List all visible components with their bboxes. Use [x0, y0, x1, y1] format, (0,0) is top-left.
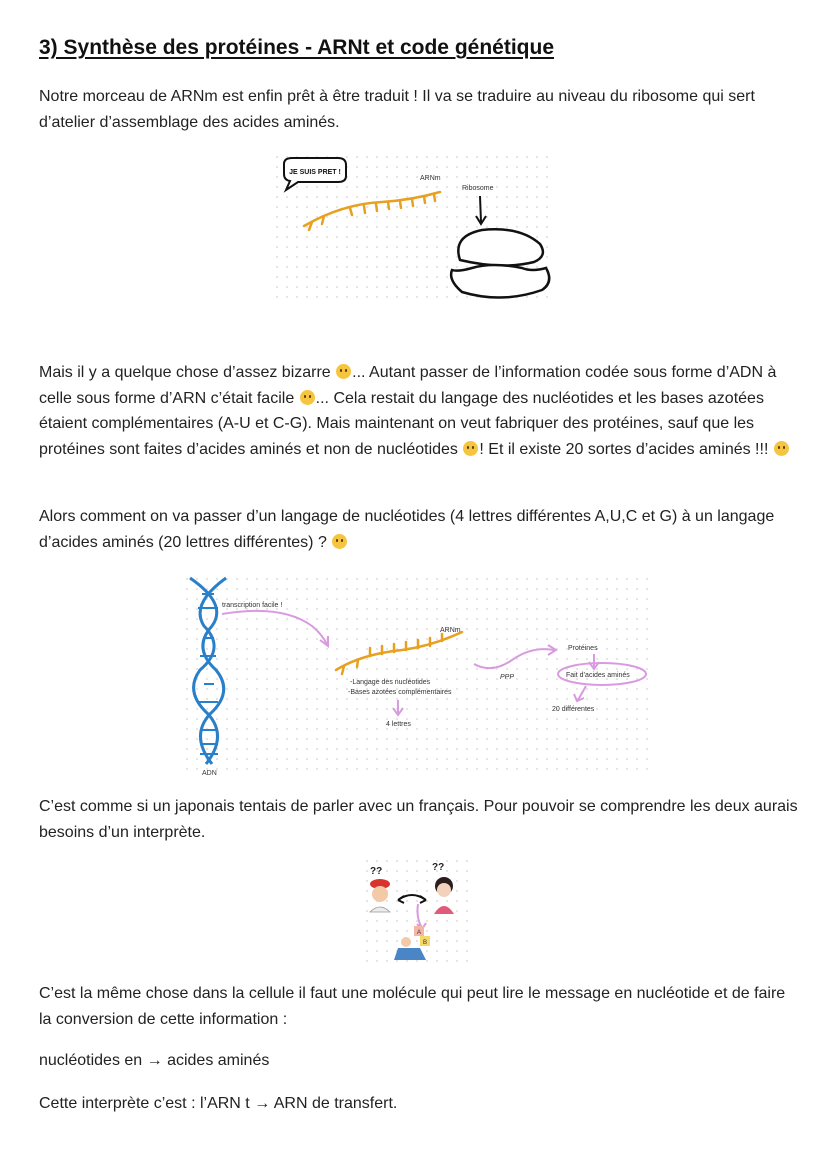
arrow-down-icon: [417, 904, 426, 929]
arrow-down-left-icon: [574, 686, 586, 701]
transcription-label: transcription facile !: [222, 602, 283, 609]
ribosome-label: Ribosome: [462, 185, 494, 192]
bubble-text: JE SUIS PRET !: [289, 169, 341, 176]
mrna-label: ARNm: [440, 627, 461, 634]
section-title: 3) Synthèse des protéines - ARNt et code génétique: [39, 36, 554, 59]
paragraph-analogy: C’est comme si un japonais tentais de parler avec un français. Pour pouvoir se comprendre les deux aurais besoins d’un interprète.: [39, 798, 798, 841]
paragraph-bizarre: Mais il y a quelque chose d’assez bizarre ... Autant passer de l’information codée sous forme d’ADN à celle sous forme d’ARN c’était facile ... Cela restait du langage des nucléotides et les bases azotées étaient complémentaires (A-U et C-G). Mais maintenant on veut fabriquer des protéines, sauf que les protéines sont faites d’acides aminés et non de nucléotides ! Et il existe 20 sortes d’acides aminés !!!: [39, 360, 799, 462]
interpreter-icon: [394, 926, 430, 960]
question-marks-left: ??: [370, 866, 383, 877]
mrna-strand: [304, 192, 440, 230]
paragraph-arnt: Cette interprète c’est : l’ARN t → ARN de transfert.: [39, 1095, 398, 1112]
exploding-head-icon: [774, 441, 789, 456]
label-langage-nucleotides: -Langage des nucléotides: [350, 679, 431, 686]
japanese-person-icon: [434, 877, 454, 914]
dna-label: ADN: [202, 770, 217, 777]
label-proteines: Protéines: [568, 645, 598, 652]
figure-dna-mrna-proteins: [182, 574, 650, 778]
label-bases-azotees: -Bases azotées complémentaires: [348, 689, 452, 696]
label-ppp: PPP: [500, 674, 515, 681]
label-20-differentes: 20 différentes: [552, 706, 595, 713]
paragraph-conversion: nucléotides en → acides aminés: [39, 1052, 270, 1069]
label-fait-acides-amines: Fait d’acides aminés: [566, 672, 630, 679]
double-arrow-icon: [398, 895, 426, 903]
thinking-face-icon: [332, 534, 347, 549]
mrna-strand: [336, 632, 462, 674]
arrow-down-icon: [476, 196, 486, 224]
astonished-face-icon: [463, 441, 478, 456]
tile-b: B: [422, 940, 428, 946]
thinking-face-icon: [336, 364, 351, 379]
speech-bubble: [284, 158, 346, 190]
figure-mrna-ribosome: [272, 152, 554, 304]
label-4-lettres: 4 lettres: [386, 721, 411, 728]
arrow-ppp-icon: [474, 645, 556, 668]
arrow-down-icon: [393, 700, 403, 715]
dna-helix-icon: [190, 578, 226, 764]
ribosome-icon: [451, 229, 549, 297]
paragraph-cell: C’est la même chose dans la cellule il faut une molécule qui peut lire le message en nucléotide et de faire la conversion de cette information :: [39, 985, 786, 1028]
intro-paragraph: Notre morceau de ARNm est enfin prêt à être traduit ! Il va se traduire au niveau du ribosome qui sert d’atelier d’assemblage des acides aminés.: [39, 88, 755, 131]
mrna-label: ARNm: [420, 175, 441, 182]
paragraph-question: Alors comment on va passer d’un langage de nucléotides (4 lettres différentes A,U,C et G) à un langage d’acides aminés (20 lettres différentes) ?: [39, 508, 775, 551]
french-person-icon: [370, 879, 390, 912]
figure-interpreter: [362, 856, 470, 964]
grinning-face-icon: [300, 390, 315, 405]
tile-a: A: [416, 930, 422, 936]
question-marks-right: ??: [432, 862, 445, 873]
arrow-transcription-icon: [222, 611, 328, 646]
arrow-down-icon: [589, 654, 599, 669]
